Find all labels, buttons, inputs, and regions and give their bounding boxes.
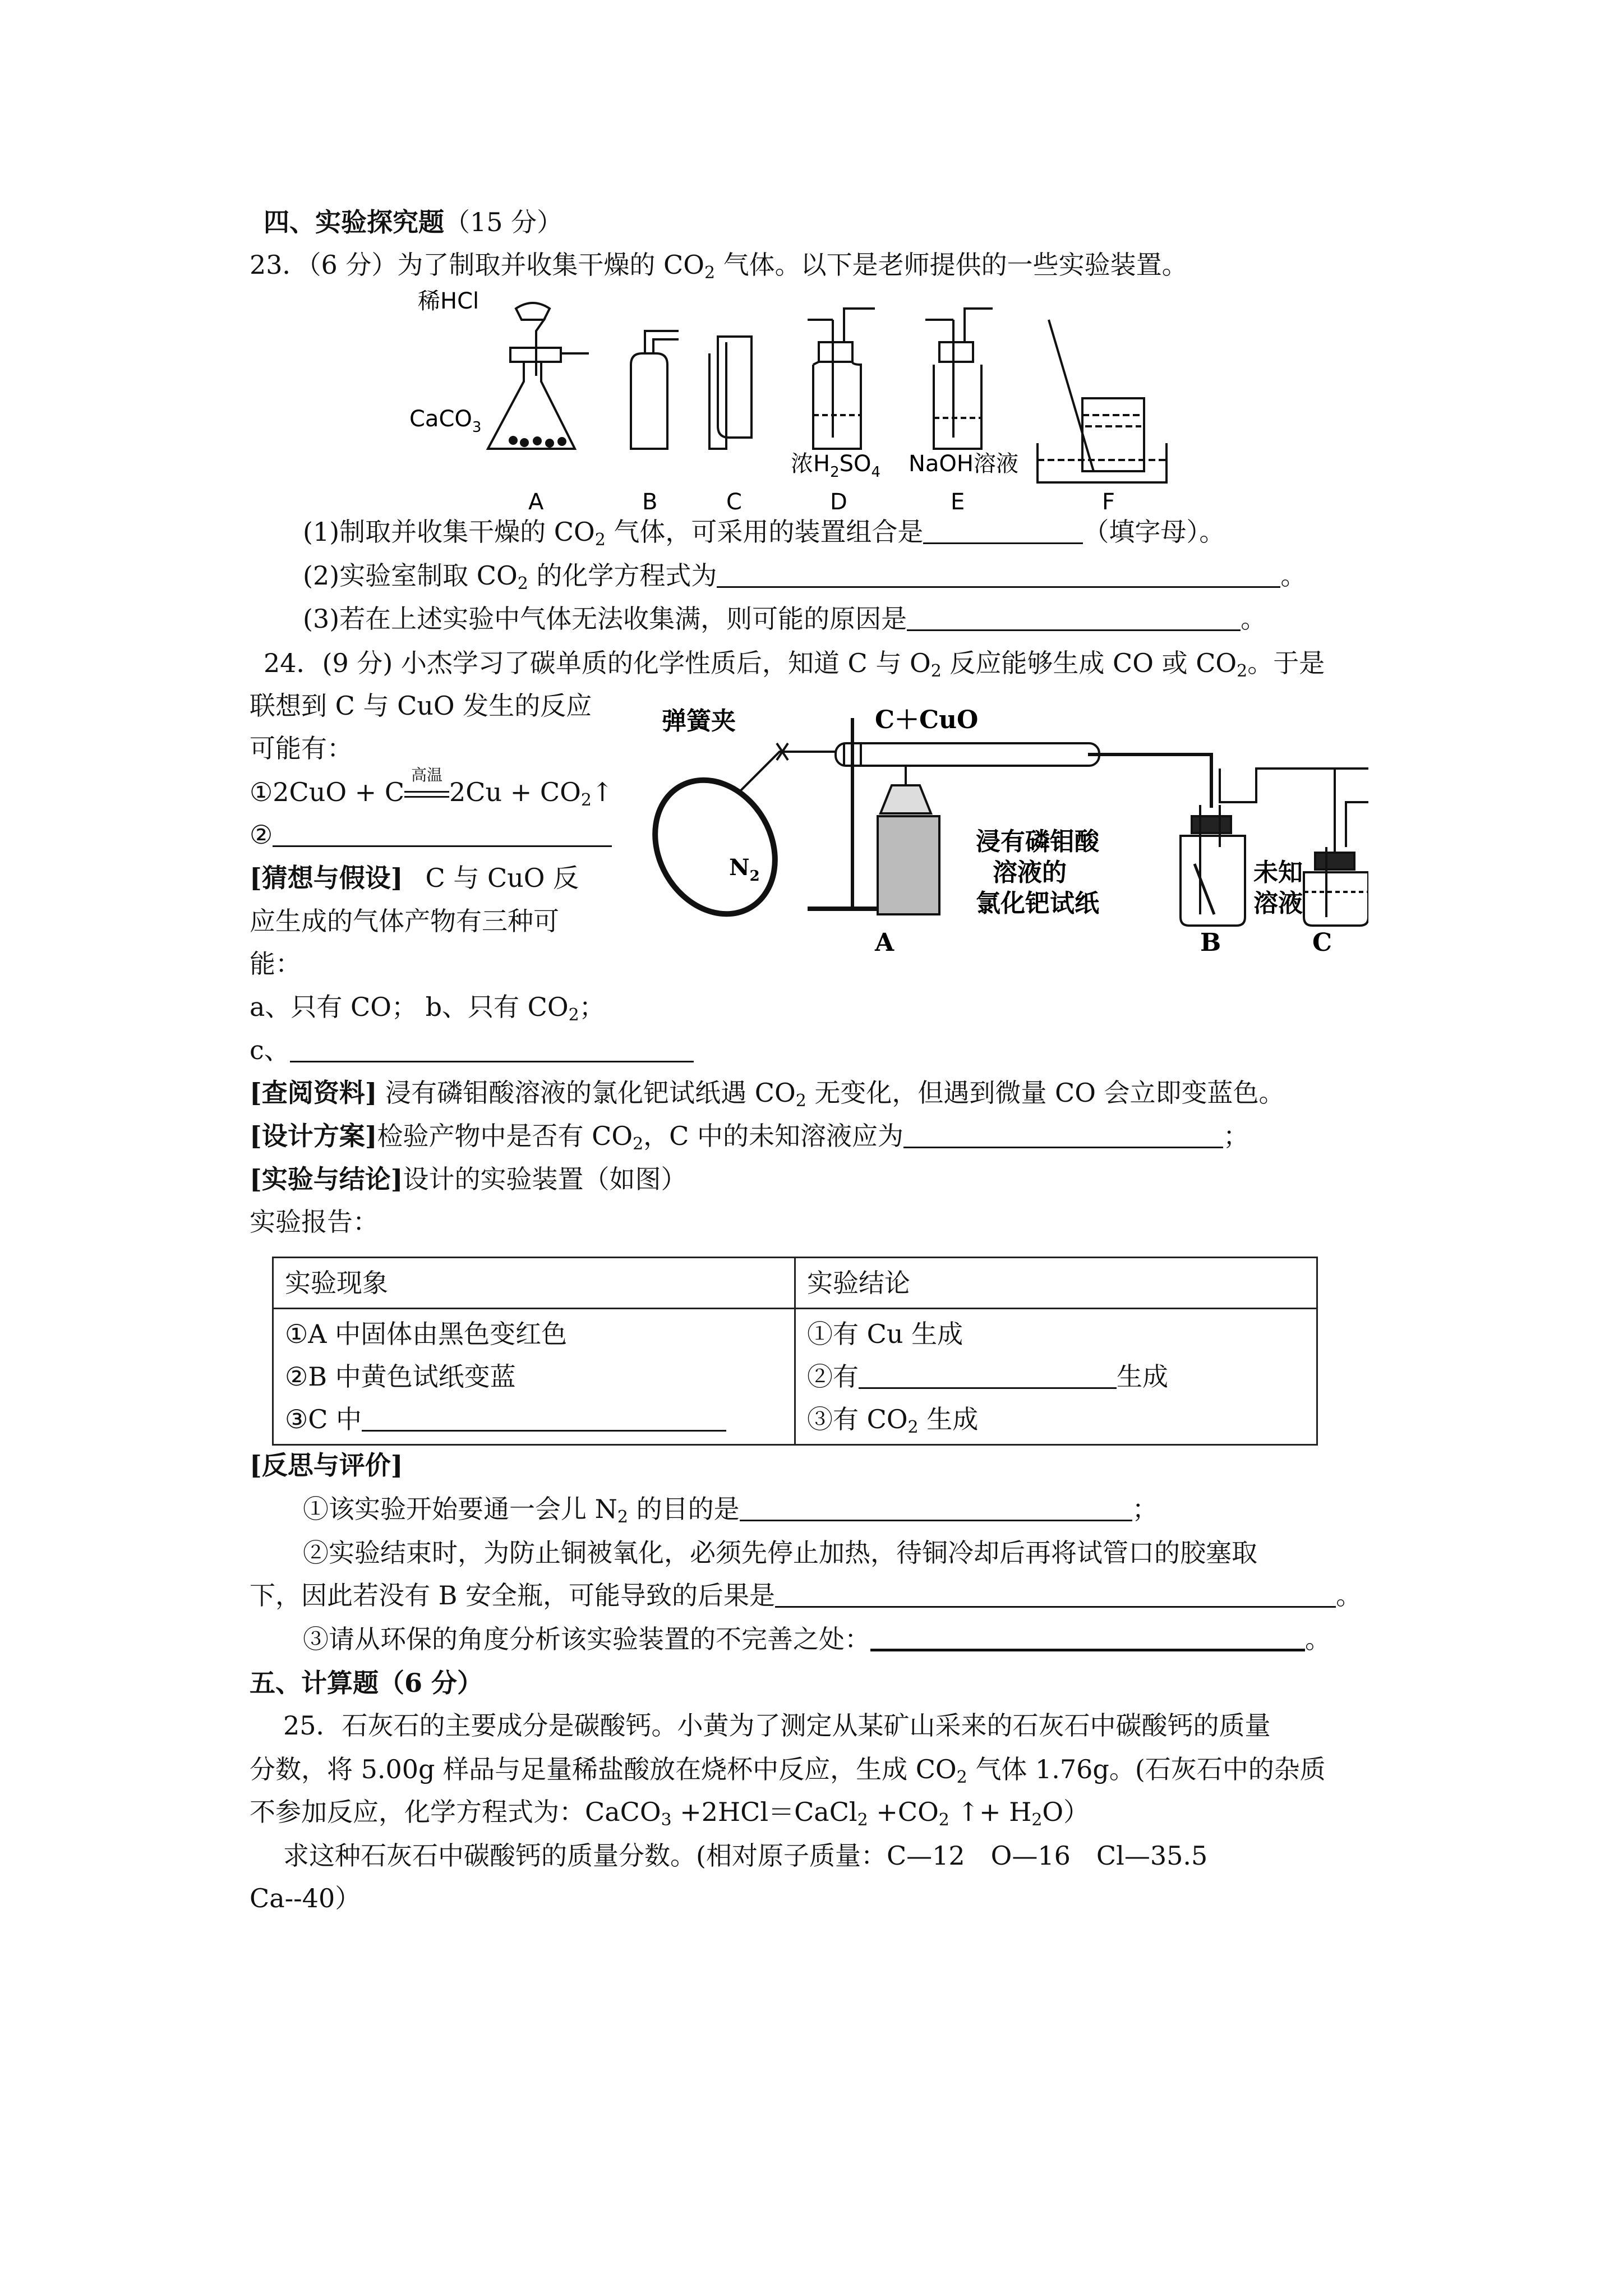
q23-stem-text-2: 气体。以下是老师提供的一些实验装置。 xyxy=(715,250,1188,280)
q24-line-2: 联想到 C 与 CuO 发生的反应 xyxy=(250,691,592,721)
q24-line-3: 可能有： xyxy=(250,733,353,763)
q24-equation-2 xyxy=(250,818,612,852)
table-header-row xyxy=(273,1258,1317,1309)
apparatus-label-c: C xyxy=(1312,928,1332,957)
hypothesis-tag: [猜想与假设] xyxy=(250,863,403,893)
apparatus-label-b: B xyxy=(1200,928,1221,957)
q24-apparatus-drawing xyxy=(639,696,1368,959)
subscript: 2 xyxy=(907,1418,919,1437)
q23-part-2 xyxy=(303,559,1306,592)
section-4-points: （15 分） xyxy=(444,207,563,237)
table-header-conclusion: 实验结论 xyxy=(795,1258,1317,1309)
reference-text-2: 无变化，但遇到微量 CO 会立即变蓝色。 xyxy=(806,1078,1285,1108)
reflection-1-text-2: 的目的是 xyxy=(628,1494,740,1524)
design-text: 检验产物中是否有 CO xyxy=(377,1121,633,1151)
answer-blank-environment[interactable] xyxy=(870,1624,1305,1651)
q24-options-ab xyxy=(250,990,605,1024)
label-paper-line-2: 溶液的 xyxy=(993,858,1067,887)
subscript: 2 xyxy=(956,1768,967,1787)
options-ab-text: a、只有 CO； b、只有 CO xyxy=(250,992,569,1022)
experiment-text: 设计的实验装置（如图） xyxy=(403,1164,687,1194)
answer-blank-consequence[interactable] xyxy=(775,1581,1336,1608)
answer-blank-q23-2[interactable] xyxy=(717,562,1280,588)
answer-blank-q24-option-c[interactable] xyxy=(290,1036,694,1062)
conclusion-2 xyxy=(807,1355,1305,1398)
table-cell-phenomenon xyxy=(273,1309,795,1445)
phenomenon-1: ①A 中固体由黑色变红色 xyxy=(285,1319,568,1349)
option-c-label: c、 xyxy=(250,1035,290,1065)
q24-apparatus-figure xyxy=(639,696,1368,959)
q23-part-3-text: (3)若在上述实验中气体无法收集满，则可能的原因是 xyxy=(303,604,907,634)
subscript: 2 xyxy=(857,1810,868,1830)
answer-blank-q24-equation[interactable] xyxy=(273,821,612,847)
q24-hypothesis-3: 能： xyxy=(250,949,301,979)
q24-intro-text-2: 反应能够生成 CO 或 CO xyxy=(941,648,1237,678)
q24-reflection-2b xyxy=(250,1579,1362,1612)
q24-hypothesis-1 xyxy=(250,861,579,895)
q24-intro-text: 24．(9 分) 小杰学习了碳单质的化学性质后，知道 C 与 O xyxy=(264,648,931,678)
options-ab-end: ； xyxy=(579,992,605,1022)
q25-line-3 xyxy=(250,1795,1089,1829)
reference-text: 浸有磷钼酸溶液的氯化钯试纸遇 CO xyxy=(377,1078,796,1108)
section-5-heading xyxy=(250,1666,483,1700)
q23-stem xyxy=(250,248,1188,282)
q24-reflection-1 xyxy=(303,1492,1158,1526)
label-unknown-2: 溶液 xyxy=(1253,889,1303,918)
design-end: ； xyxy=(1223,1121,1249,1151)
label-spring-clamp: 弹簧夹 xyxy=(662,707,736,735)
label-paper-line-3: 氯化钯试纸 xyxy=(976,889,1099,918)
q23-number: 23．（6 分） xyxy=(250,250,398,280)
experiment-report-table xyxy=(272,1257,1318,1446)
section-4-heading xyxy=(264,205,562,239)
q25-line-2 xyxy=(250,1752,1326,1786)
subscript: 2 xyxy=(1237,661,1248,681)
apparatus-label-d: D xyxy=(830,489,847,515)
q24-reflection-2: ②实验结束时，为防止铜被氧化，必须先停止加热，待铜冷却后再将试管口的胶塞取 xyxy=(303,1538,1257,1568)
label-naoh-solution: NaOH溶液 xyxy=(909,451,1018,477)
answer-blank-c-phenomenon[interactable] xyxy=(362,1405,726,1432)
label-caco3: CaCO$_3$ xyxy=(409,406,482,436)
conclusion-3-end: 生成 xyxy=(918,1404,979,1434)
q23-part-1-text-3: （填字母）。 xyxy=(1083,517,1225,547)
q25-line-1: 25．石灰石的主要成分是碳酸钙。小黄为了测定从某矿山采来的石灰石中碳酸钙的质量 xyxy=(283,1710,1271,1741)
conclusion-3-label: ③有 CO xyxy=(807,1404,908,1434)
q23-apparatus-figure xyxy=(404,286,1189,516)
design-tag: [设计方案] xyxy=(250,1121,377,1151)
reflection-2-end: 。 xyxy=(1336,1580,1362,1611)
q23-part-1-text-2: 气体，可采用的装置组合是 xyxy=(605,517,924,547)
answer-blank-q23-3[interactable] xyxy=(907,605,1241,631)
q23-part-3 xyxy=(303,602,1266,636)
q25-eq-text-4: ↑+ H xyxy=(949,1797,1032,1827)
subscript: 2 xyxy=(517,574,528,593)
q25-line-2-text: 分数，将 5.00g 样品与足量稀盐酸放在烧杯中反应，生成 CO xyxy=(250,1754,957,1784)
q25-line-2-text-2: 气体 1.76g。(石灰石中的杂质 xyxy=(967,1754,1326,1784)
q23-part-2-end: 。 xyxy=(1280,560,1307,591)
q24-intro-text-3: 。于是 xyxy=(1247,648,1325,678)
q23-part-2-text-2: 的化学方程式为 xyxy=(528,560,717,591)
label-dilute-hcl: 稀HCl xyxy=(418,288,479,314)
q23-stem-text: 为了制取并收集干燥的 CO xyxy=(397,250,704,280)
q25-line-4: 求这种石灰石中碳酸钙的质量分数。(相对原子质量：C—12 O—16 Cl—35.5 xyxy=(283,1841,1208,1871)
conclusion-2-end: 生成 xyxy=(1117,1361,1168,1392)
q24-hypothesis-2: 应生成的气体产物有三种可 xyxy=(250,906,559,936)
answer-blank-b-product[interactable] xyxy=(859,1363,1117,1389)
q23-apparatus-drawing xyxy=(404,286,1189,516)
q25-eq-text: 不参加反应，化学方程式为：CaCO xyxy=(250,1797,661,1827)
subscript: 2 xyxy=(594,530,606,550)
reflection-2-text: 下，因此若没有 B 安全瓶，可能导致的后果是 xyxy=(250,1580,776,1611)
table-row xyxy=(273,1309,1317,1445)
label-unknown-1: 未知 xyxy=(1253,858,1303,887)
label-conc-h2so4: 浓$H_2SO_4$ xyxy=(791,451,881,481)
q24-reflection-3 xyxy=(303,1622,1331,1656)
phenomenon-2: ②B 中黄色试纸变蓝 xyxy=(285,1361,516,1392)
q23-part-3-end: 。 xyxy=(1241,604,1267,634)
section-5-title: 五、计算题 xyxy=(250,1668,379,1698)
subscript: 2 xyxy=(580,790,592,810)
apparatus-label-f: F xyxy=(1102,489,1115,515)
q24-reflection-tag: [反思与评价] xyxy=(250,1450,403,1480)
q23-part-2-text: (2)实验室制取 CO xyxy=(303,560,518,591)
subscript: 2 xyxy=(617,1507,628,1527)
reflection-1-text: ①该实验开始要通一会儿 N xyxy=(303,1494,617,1524)
q25-eq-text-3: +CO xyxy=(868,1797,939,1827)
subscript: 2 xyxy=(1031,1810,1043,1830)
phenomenon-3-label: ③C 中 xyxy=(285,1404,362,1434)
q25-eq-text-5: O） xyxy=(1042,1797,1090,1827)
hypothesis-text: C 与 CuO 反 xyxy=(425,863,579,893)
design-text-2: ，C 中的未知溶液应为 xyxy=(643,1121,903,1151)
label-n2: $N_2$ xyxy=(729,854,760,885)
label-paper-line-1: 浸有磷钼酸 xyxy=(976,827,1099,856)
answer-blank-q23-1[interactable] xyxy=(923,518,1083,544)
eq1-right: 2Cu + CO xyxy=(449,777,581,807)
conclusion-2-label: ②有 xyxy=(807,1361,859,1392)
apparatus-label-b: B xyxy=(642,489,658,515)
phenomenon-3 xyxy=(285,1398,783,1441)
q24-equation-1 xyxy=(250,766,614,810)
subscript: 2 xyxy=(704,263,716,283)
section-4-title: 四、实验探究题 xyxy=(264,207,444,237)
table-cell-conclusion xyxy=(795,1309,1317,1445)
gas-arrow: ↑ xyxy=(591,777,614,807)
reference-tag: [查阅资料] xyxy=(250,1078,377,1108)
q24-report-label: 实验报告： xyxy=(250,1207,379,1237)
q24-design xyxy=(250,1119,1249,1153)
section-5-points: （6 分） xyxy=(379,1668,483,1698)
eq1-left: ①2CuO + C xyxy=(250,777,405,807)
experiment-tag: [实验与结论] xyxy=(250,1164,403,1194)
conclusion-1: ①有 Cu 生成 xyxy=(807,1319,963,1349)
apparatus-label-a: A xyxy=(528,489,544,515)
subscript: 2 xyxy=(938,1810,949,1830)
apparatus-label-a: A xyxy=(875,928,895,957)
answer-blank-n2-purpose[interactable] xyxy=(740,1495,1132,1521)
q23-part-1 xyxy=(303,515,1225,549)
reflection-3-text: ③请从环保的角度分析该实验装置的不完善之处： xyxy=(303,1624,870,1654)
q24-reference xyxy=(250,1076,1285,1110)
q24-experiment xyxy=(250,1162,687,1196)
subscript: 2 xyxy=(568,1005,579,1025)
q23-part-1-text: (1)制取并收集干燥的 CO xyxy=(303,517,595,547)
answer-blank-q24-solution[interactable] xyxy=(903,1122,1223,1148)
label-c-cuo: C＋CuO xyxy=(875,706,979,734)
eq1-condition xyxy=(404,766,449,809)
subscript: 2 xyxy=(795,1091,806,1111)
q25-line-5: Ca--40） xyxy=(250,1883,361,1913)
conclusion-3 xyxy=(807,1398,1305,1441)
reflection-3-end: 。 xyxy=(1305,1624,1331,1654)
apparatus-label-e: E xyxy=(951,489,965,515)
reflection-1-end: ； xyxy=(1132,1494,1158,1524)
q25-eq-text-2: +2HCl＝CaCl xyxy=(671,1797,857,1827)
subscript: 2 xyxy=(930,661,942,681)
eq1-condition-text: 高温 xyxy=(411,766,443,784)
eq2-label: ② xyxy=(250,820,273,850)
apparatus-label-c: C xyxy=(726,489,742,515)
table-header-phenomenon: 实验现象 xyxy=(273,1258,795,1309)
q24-option-c xyxy=(250,1033,694,1067)
subscript: 2 xyxy=(633,1134,644,1154)
subscript: 3 xyxy=(661,1810,672,1830)
q24-intro xyxy=(264,646,1325,680)
